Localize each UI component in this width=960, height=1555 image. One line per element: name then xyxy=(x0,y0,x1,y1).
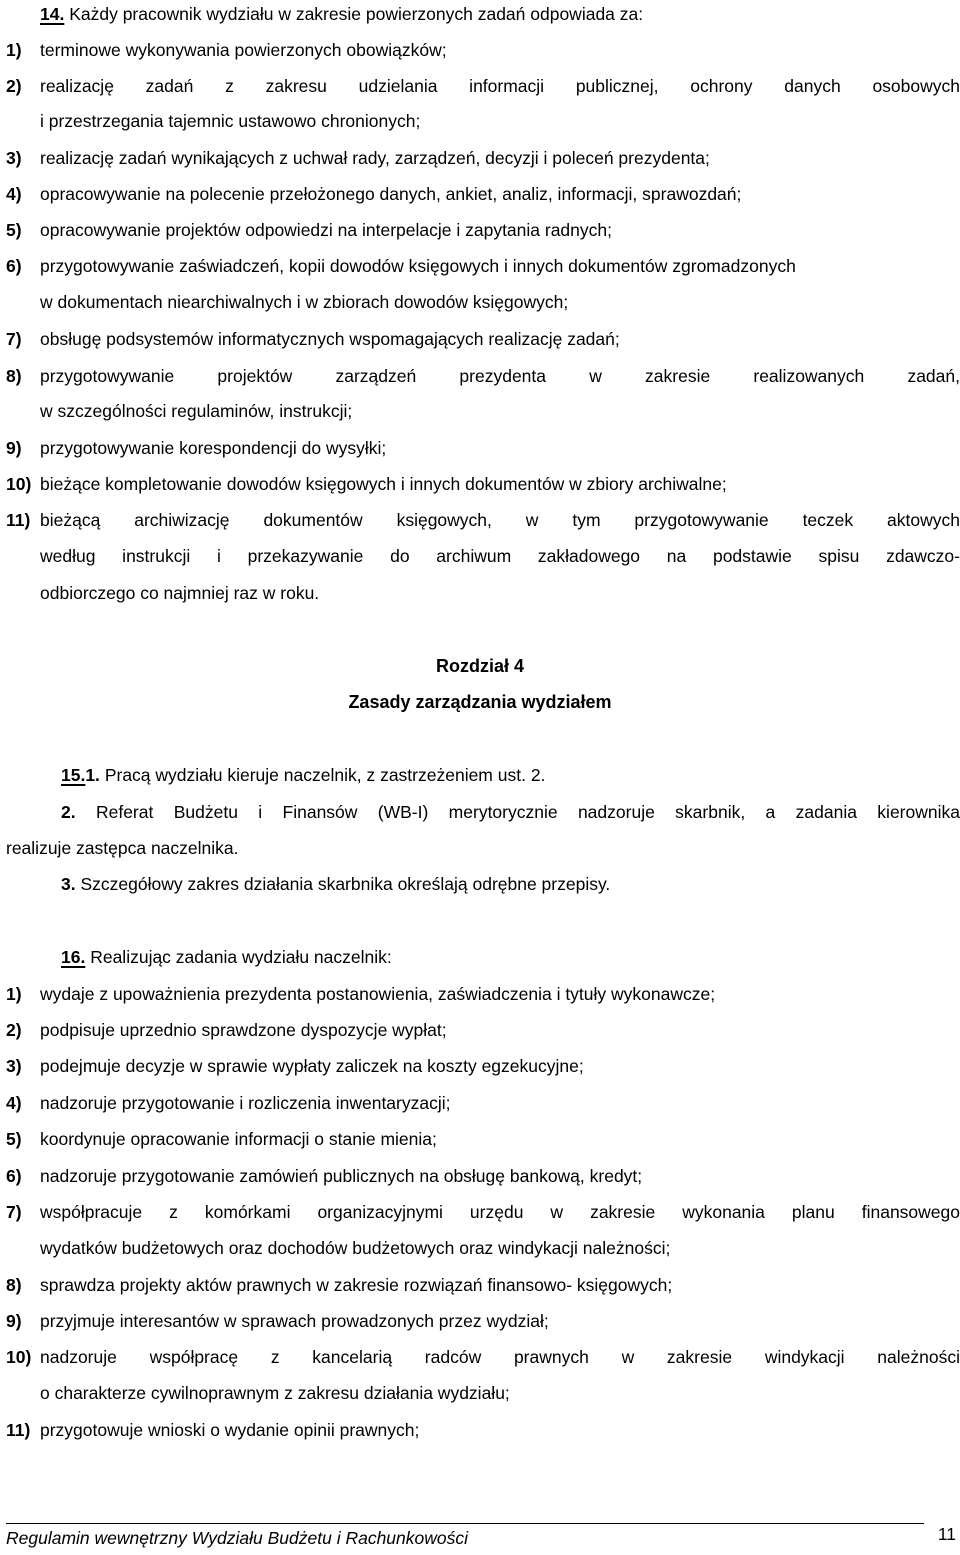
section-14-intro: Każdy pracownik wydziału w zakresie powierzonych zadań odpowiada za: xyxy=(69,4,644,24)
item-text: podejmuje decyzje w sprawie wypłaty zaliczek na koszty egzekucyjne; xyxy=(40,1056,584,1076)
footer-title: Regulamin wewnętrzny Wydziału Budżetu i Rachunkowości xyxy=(6,1528,469,1548)
item-text: realizację zadań wynikających z uchwał rady, zarządzeń, decyzji i poleceń prezydenta; xyxy=(40,148,710,168)
item-number: 5) xyxy=(6,1129,22,1149)
item-text: obsługę podsystemów informatycznych wspomagających realizację zadań; xyxy=(40,329,620,349)
item-number: 2) xyxy=(6,76,22,96)
item-number: 11) xyxy=(6,1420,31,1440)
item-text: współpracuje z komórkami organizacyjnymi urzędu w zakresie wykonania planu finansowego xyxy=(40,1202,960,1222)
item-text: odbiorczego co najmniej raz w roku. xyxy=(40,583,320,603)
item-text: według instrukcji i przekazywanie do archiwum zakładowego na podstawie spisu zdawczo- xyxy=(40,546,960,566)
item-number: 7) xyxy=(6,329,22,349)
section-15-mark: 15. xyxy=(61,765,86,785)
section-14-mark: 14. xyxy=(40,4,65,24)
item-text: sprawdza projekty aktów prawnych w zakresie rozwiązań finansowo- księgowych; xyxy=(40,1275,673,1295)
item-text: przygotowywanie korespondencji do wysyłki; xyxy=(40,438,387,458)
item-number: 6) xyxy=(6,256,22,276)
section-15-para-2-continuation xyxy=(6,837,239,859)
section-15-p2-line2: realizuje zastępca naczelnika. xyxy=(6,838,239,858)
item-text: realizację zadań z zakresu udzielania informacji publicznej, ochrony danych osobowych xyxy=(40,76,960,96)
item-number: 5) xyxy=(6,220,22,240)
item-text: przygotowuje wnioski o wydanie opinii prawnych; xyxy=(40,1420,420,1440)
item-text: nadzoruje przygotowanie zamówień publicznych na obsługę bankową, kredyt; xyxy=(40,1166,643,1186)
item-number: 9) xyxy=(6,438,22,458)
item-number: 6) xyxy=(6,1166,22,1186)
item-number: 8) xyxy=(6,1275,22,1295)
chapter-title: Zasady zarządzania wydziałem xyxy=(348,692,612,712)
item-text: i przestrzegania tajemnic ustawowo chronionych; xyxy=(40,111,421,131)
section-15-p2-num: 2. xyxy=(61,802,76,822)
section-15-p3-num: 3. xyxy=(61,874,76,894)
section-15-p1-text: Pracą wydziału kieruje naczelnik, z zastrzeżeniem ust. 2. xyxy=(104,765,546,785)
section-15-p2-line1-wrap xyxy=(61,801,960,823)
item-text: opracowywanie projektów odpowiedzi na interpelacje i zapytania radnych; xyxy=(40,220,612,240)
item-number: 1) xyxy=(6,40,22,60)
item-number: 9) xyxy=(6,1311,22,1331)
item-text: wydatków budżetowych oraz dochodów budżetowych oraz windykacji należności; xyxy=(40,1238,671,1258)
section-16-mark: 16. xyxy=(61,947,86,967)
section-15-p1-num: 1. xyxy=(85,765,100,785)
item-number: 3) xyxy=(6,148,22,168)
item-number: 8) xyxy=(6,366,22,386)
item-text: przyjmuje interesantów w sprawach prowadzonych przez wydział; xyxy=(40,1311,549,1331)
item-number: 4) xyxy=(6,1093,22,1113)
item-text: w dokumentach niearchiwalnych i w zbiorach dowodów księgowych; xyxy=(40,292,569,312)
item-text: o charakterze cywilnoprawnym z zakresu działania wydziału; xyxy=(40,1383,510,1403)
section-15-para-3 xyxy=(61,873,610,895)
section-14-heading xyxy=(40,3,643,25)
item-text: bieżące kompletowanie dowodów księgowych i innych dokumentów w zbiory archiwalne; xyxy=(40,474,727,494)
page-number: 11 xyxy=(937,1524,956,1544)
chapter-number: Rozdział 4 xyxy=(435,656,524,676)
item-number: 3) xyxy=(6,1056,22,1076)
item-number: 1) xyxy=(6,984,22,1004)
section-16-heading xyxy=(61,946,392,968)
item-text: podpisuje uprzednio sprawdzone dyspozycje wypłat; xyxy=(40,1020,447,1040)
section-16-intro: Realizując zadania wydziału naczelnik: xyxy=(90,947,392,967)
item-text: bieżącą archiwizację dokumentów księgowych, w tym przygotowywanie teczek aktowych xyxy=(40,510,960,530)
item-text: przygotowywanie projektów zarządzeń prezydenta w zakresie realizowanych zadań, xyxy=(40,366,960,386)
item-number: 10) xyxy=(6,1347,32,1367)
section-15-p3-text: Szczegółowy zakres działania skarbnika określają odrębne przepisy. xyxy=(80,874,611,894)
item-text: wydaje z upoważnienia prezydenta postanowienia, zaświadczenia i tytuły wykonawcze; xyxy=(40,984,716,1004)
item-number: 4) xyxy=(6,184,22,204)
item-number: 11) xyxy=(6,510,31,530)
footer-divider xyxy=(6,1523,924,1524)
item-text: koordynuje opracowanie informacji o stanie mienia; xyxy=(40,1129,437,1149)
section-15-para-1 xyxy=(61,764,545,786)
item-number: 10) xyxy=(6,474,32,494)
item-text: nadzoruje współpracę z kancelarią radców prawnych w zakresie windykacji należności xyxy=(40,1347,960,1367)
item-text: opracowywanie na polecenie przełożonego danych, ankiet, analiz, informacji, sprawozdań; xyxy=(40,184,742,204)
item-number: 7) xyxy=(6,1202,22,1222)
item-text: w szczególności regulaminów, instrukcji; xyxy=(40,401,353,421)
item-text: terminowe wykonywania powierzonych obowiązków; xyxy=(40,40,447,60)
section-15-p2-line1: Referat Budżetu i Finansów (WB-I) merytorycznie nadzoruje skarbnik, a zadania kierownika xyxy=(95,802,960,822)
item-text: nadzoruje przygotowanie i rozliczenia inwentaryzacji; xyxy=(40,1093,451,1113)
item-text: przygotowywanie zaświadczeń, kopii dowodów księgowych i innych dokumentów zgromadzonych xyxy=(40,256,796,276)
item-number: 2) xyxy=(6,1020,22,1040)
